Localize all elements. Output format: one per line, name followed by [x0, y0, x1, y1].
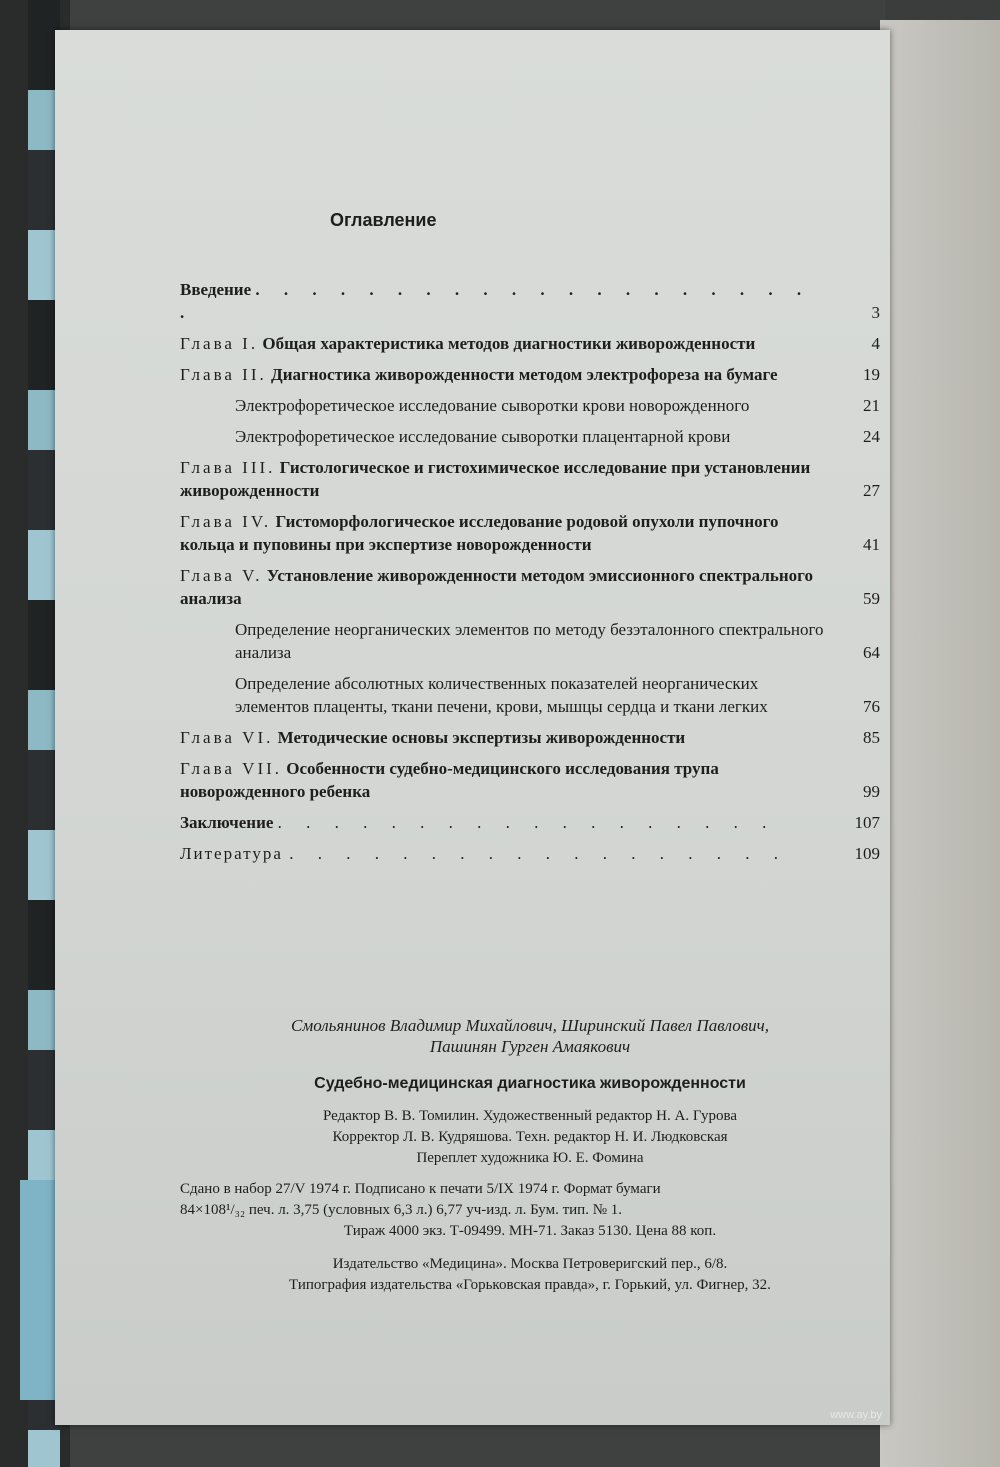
toc-entry-title: Особенности судебно-медицинского исследования трупа новорожденного ребенка [180, 759, 719, 801]
print-line: 84×108¹/₃₂ печ. л. 3,75 (условных 6,3 л.) 6,77 уч-изд. л. Бум. тип. № 1. [180, 1202, 623, 1218]
toc-page-number: 85 [863, 728, 880, 747]
toc-entry-title: Введение [180, 280, 252, 299]
toc-page-number: 21 [863, 396, 880, 415]
toc-chapter-label: Глава II. [180, 365, 267, 384]
toc-entry [180, 394, 885, 417]
facing-page-edge [880, 20, 1000, 1467]
toc-page-number: 107 [854, 813, 880, 832]
toc-entry [180, 726, 885, 749]
toc-entry-title: Электрофоретическое исследование сыворотки плацентарной крови [235, 427, 731, 446]
toc-page-number: 99 [863, 782, 880, 801]
toc-entry-title: Гистологическое и гистохимическое исследование при установлении живорожденности [180, 458, 811, 500]
toc-chapter-label: Глава VII. [180, 759, 283, 778]
toc-page-number: 41 [863, 535, 880, 554]
toc-entry [180, 672, 885, 718]
toc-entry-title: Общая характеристика методов диагностики живорожденности [262, 334, 756, 353]
toc-entry-title: Заключение [180, 813, 274, 832]
toc-page-number: 4 [871, 334, 880, 353]
toc-page-number: 19 [863, 365, 880, 384]
toc-entry-title: Установление живорожденности методом эмиссионного спектрального анализа [180, 566, 813, 608]
toc-page-number: 109 [854, 844, 880, 863]
editors-line: Редактор В. В. Томилин. Художественный редактор Н. А. Гурова [323, 1108, 737, 1124]
toc-entry [180, 456, 885, 502]
toc-entry: Заключение . . . . . . . . . . . . . . . . . . 107 [180, 813, 880, 832]
toc-entry-title: Диагностика живорожденности методом электрофореза на бумаге [271, 365, 778, 384]
toc-page-number: 76 [863, 697, 880, 716]
table-of-contents [180, 278, 885, 873]
toc-entry-title: Определение абсолютных количественных показателей неорганических элементов плаценты, ткани печени, крови, мышцы сердца и ткани легких [235, 674, 768, 716]
toc-entry [180, 363, 885, 386]
toc-page-number: 64 [863, 643, 880, 662]
watermark: www.ay.by [830, 1409, 882, 1421]
toc-chapter-label: Глава I. [180, 334, 259, 353]
toc-entry-title: Методические основы экспертизы живорожденности [277, 728, 686, 747]
toc-entry [180, 564, 885, 610]
authors-line: Смольянинов Владимир Михайлович, Ширинский Павел Павлович, [291, 1016, 769, 1035]
toc-entry-title: Определение неорганических элементов по методу безэталонного спектрального анализа [235, 620, 824, 662]
toc-entry-title: Электрофоретическое исследование сыворотки крови новорожденного [235, 396, 750, 415]
toc-entry-title: Литература [180, 844, 283, 863]
toc-page-number: 3 [871, 303, 880, 322]
toc-chapter-label: Глава IV. [180, 512, 272, 531]
toc-page-number: 27 [863, 481, 880, 500]
toc-entry [180, 332, 885, 355]
toc-entry [180, 425, 885, 448]
toc-chapter-label: Глава VI. [180, 728, 274, 747]
book-title: Судебно-медицинская диагностика живорожденности [314, 1075, 746, 1092]
toc-entry [180, 510, 885, 556]
publisher-line: Типография издательства «Горьковская правда», г. Горький, ул. Фигнер, 32. [289, 1277, 771, 1293]
toc-page-number: 24 [863, 427, 880, 446]
print-line: Сдано в набор 27/V 1974 г. Подписано к печати 5/IX 1974 г. Формат бумаги [180, 1181, 661, 1197]
authors [180, 1015, 880, 1057]
publisher [180, 1254, 880, 1296]
toc-entry: Литература . . . . . . . . . . . . . . . . . . 109 [180, 844, 880, 863]
toc-chapter-label: Глава III. [180, 458, 276, 477]
toc-page-number: 59 [863, 589, 880, 608]
editors-line: Корректор Л. В. Кудряшова. Техн. редактор Н. И. Людковская [332, 1129, 728, 1145]
imprint [180, 1015, 880, 1296]
toc-entry [180, 757, 885, 803]
print-line: Тираж 4000 экз. Т-09499. МН-71. Заказ 5130. Цена 88 коп. [343, 1223, 717, 1239]
toc-entry: Введение . . . . . . . . . . . . . . . . . . . . . 3 [180, 280, 880, 322]
toc-entry [180, 618, 885, 664]
print-details [180, 1179, 880, 1242]
toc-chapter-label: Глава V. [180, 566, 263, 585]
toc-title: Оглавление [330, 210, 437, 230]
editors [180, 1106, 880, 1169]
toc-entry-title: Гистоморфологическое исследование родовой опухоли пупочного кольца и пуповины при экспертизе новорожденности [180, 512, 779, 554]
authors-line: Пашинян Гурген Амаякович [429, 1037, 631, 1056]
editors-line: Переплет художника Ю. Е. Фомина [416, 1150, 644, 1166]
publisher-line: Издательство «Медицина». Москва Петроверигский пер., 6/8. [332, 1256, 728, 1272]
